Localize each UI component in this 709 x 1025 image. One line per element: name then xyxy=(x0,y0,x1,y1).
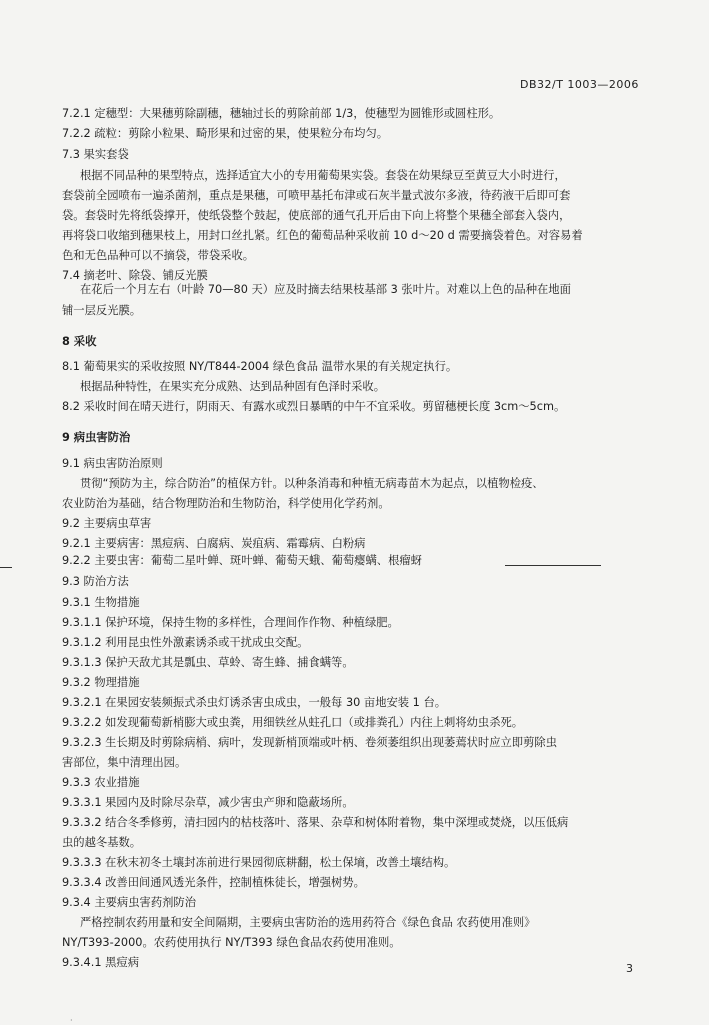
para-7-4-line-2: 铺一层反光膜。 xyxy=(62,304,142,317)
clause-9-3-2-2: 9.3.2.2 如发现葡萄新梢膨大或虫粪，用细铁丝从蛀孔口（或排粪孔）内往上刺将幼虫杀死。 xyxy=(62,716,524,729)
para-7-3-line-1: 根据不同品种的果型特点，选择适宜大小的专用葡萄果实袋。套袋在幼果绿豆至黄豆大小时进行， xyxy=(80,169,566,182)
clause-8-1: 8.1 葡萄果实的采收按照 NY/T844-2004 绿色食品 温带水果的有关规定执行。 xyxy=(62,360,458,373)
para-9-3-4-line-1: 严格控制农药用量和安全间隔期，主要病虫害防治的选用药符合《绿色食品 农药使用准则》 xyxy=(80,916,536,929)
clause-9-3-2-3-cont: 害部位，集中清理出园。 xyxy=(62,756,187,769)
heading-9-2: 9.2 主要病虫草害 xyxy=(62,517,152,530)
clause-8-2: 8.2 采收时间在晴天进行，阴雨天、有露水或烈日暴晒的中午不宜采收。剪留穗梗长度 3cm～5cm。 xyxy=(62,400,566,413)
clause-9-3-1-3: 9.3.1.3 保护天敌尤其是瓢虫、草蛉、寄生蜂、捕食螨等。 xyxy=(62,656,354,669)
heading-9: 9 病虫害防治 xyxy=(62,431,131,444)
margin-mark xyxy=(0,567,12,568)
standard-code-header: DB32/T 1003—2006 xyxy=(520,78,639,91)
para-7-4-line-1: 在花后一个月左右（叶龄 70—80 天）应及时摘去结果枝基部 3 张叶片。对难以上色的品种在地面 xyxy=(80,283,571,296)
para-9-1-line-1: 贯彻“预防为主，综合防治”的植保方针。以种条消毒和种植无病毒苗木为起点，以植物检疫、 xyxy=(80,477,544,490)
page-number: 3 xyxy=(626,962,633,975)
heading-8: 8 采收 xyxy=(62,335,97,348)
clause-9-3-1-2: 9.3.1.2 利用昆虫性外激素诱杀或干扰成虫交配。 xyxy=(62,636,309,649)
para-9-1-line-2: 农业防治为基础，结合物理防治和生物防治，科学使用化学药剂。 xyxy=(62,497,390,510)
underline-rule xyxy=(505,565,601,566)
clause-9-3-3-4: 9.3.3.4 改善田间通风透光条件，控制植株徒长，增强树势。 xyxy=(62,876,365,889)
heading-9-3: 9.3 防治方法 xyxy=(62,575,129,588)
para-7-3-line-3: 袋。套袋时先将纸袋撑开，使纸袋整个鼓起，使底部的通气孔开后由下向上将整个果穗全部套入袋内， xyxy=(62,209,571,222)
para-7-3-line-2: 套袋前全园喷布一遍杀菌剂，重点是果穗，可喷甲基托布津或石灰半量式波尔多液，待药液干后即可套 xyxy=(62,189,571,202)
heading-9-1: 9.1 病虫害防治原则 xyxy=(62,457,163,470)
heading-9-3-4-1: 9.3.4.1 黑痘病 xyxy=(62,956,140,969)
heading-9-3-2: 9.3.2 物理措施 xyxy=(62,676,140,689)
heading-9-3-1: 9.3.1 生物措施 xyxy=(62,596,140,609)
clause-9-2-2-pests: 葡萄二星叶蝉、斑叶蝉、葡萄天蛾、葡萄瘿螨、根瘤蚜 xyxy=(150,554,422,567)
clause-7-2-2: 7.2.2 疏粒：剪除小粒果、畸形果和过密的果，使果粒分布均匀。 xyxy=(62,127,389,140)
para-7-3-line-5: 色和无色品种可以不摘袋，带袋采收。 xyxy=(62,249,255,262)
clause-9-3-1-1: 9.3.1.1 保护环境，保持生物的多样性，合理间作作物、种植绿肥。 xyxy=(62,616,399,629)
heading-9-3-3: 9.3.3 农业措施 xyxy=(62,776,140,789)
clause-7-2-1: 7.2.1 定穗型：大果穗剪除副穗，穗轴过长的剪除前部 1/3，使穗型为圆锥形或圆柱形。 xyxy=(62,107,501,120)
scan-dot: · xyxy=(70,1016,73,1025)
clause-9-3-2-1: 9.3.2.1 在果园安装频振式杀虫灯诱杀害虫成虫，一般每 30 亩地安装 1 台。 xyxy=(62,696,447,709)
clause-9-2-1: 9.2.1 主要病害：黑痘病、白腐病、炭疽病、霜霉病、白粉病 xyxy=(62,537,366,550)
para-7-3-line-4: 再将袋口收缩到穗果枝上，用封口丝扎紧。红色的葡萄品种采收前 10 d～20 d 需要摘袋着色。对容易着 xyxy=(62,229,583,242)
clause-9-3-3-2: 9.3.3.2 结合冬季修剪，清扫园内的枯枝落叶、落果、杂草和树体附着物，集中深埋或焚烧，以压低病 xyxy=(62,816,569,829)
para-9-3-4-line-2: NY/T393-2000。农药使用执行 NY/T393 绿色食品农药使用准则。 xyxy=(62,936,401,949)
clause-9-3-3-3: 9.3.3.3 在秋末初冬土壤封冻前进行果园彻底耕翻，松土保墒，改善土壤结构。 xyxy=(62,856,456,869)
clause-8-1-cont: 根据品种特性，在果实充分成熟、达到品种固有色泽时采收。 xyxy=(80,380,386,393)
heading-7-4: 7.4 摘老叶、除袋、铺反光膜 xyxy=(62,269,208,282)
clause-9-2-2-label: 9.2.2 主要虫害： xyxy=(62,554,151,567)
clause-9-3-3-2-cont: 虫的越冬基数。 xyxy=(62,836,142,849)
heading-9-3-4: 9.3.4 主要病虫害药剂防治 xyxy=(62,896,197,909)
heading-7-3: 7.3 果实套袋 xyxy=(62,148,129,161)
clause-9-3-2-3: 9.3.2.3 生长期及时剪除病梢、病叶，发现新梢顶端或叶柄、卷须萎组织出现萎蔫状时应立即剪除虫 xyxy=(62,736,557,749)
clause-9-3-3-1: 9.3.3.1 果园内及时除尽杂草，减少害虫产卵和隐蔽场所。 xyxy=(62,796,354,809)
